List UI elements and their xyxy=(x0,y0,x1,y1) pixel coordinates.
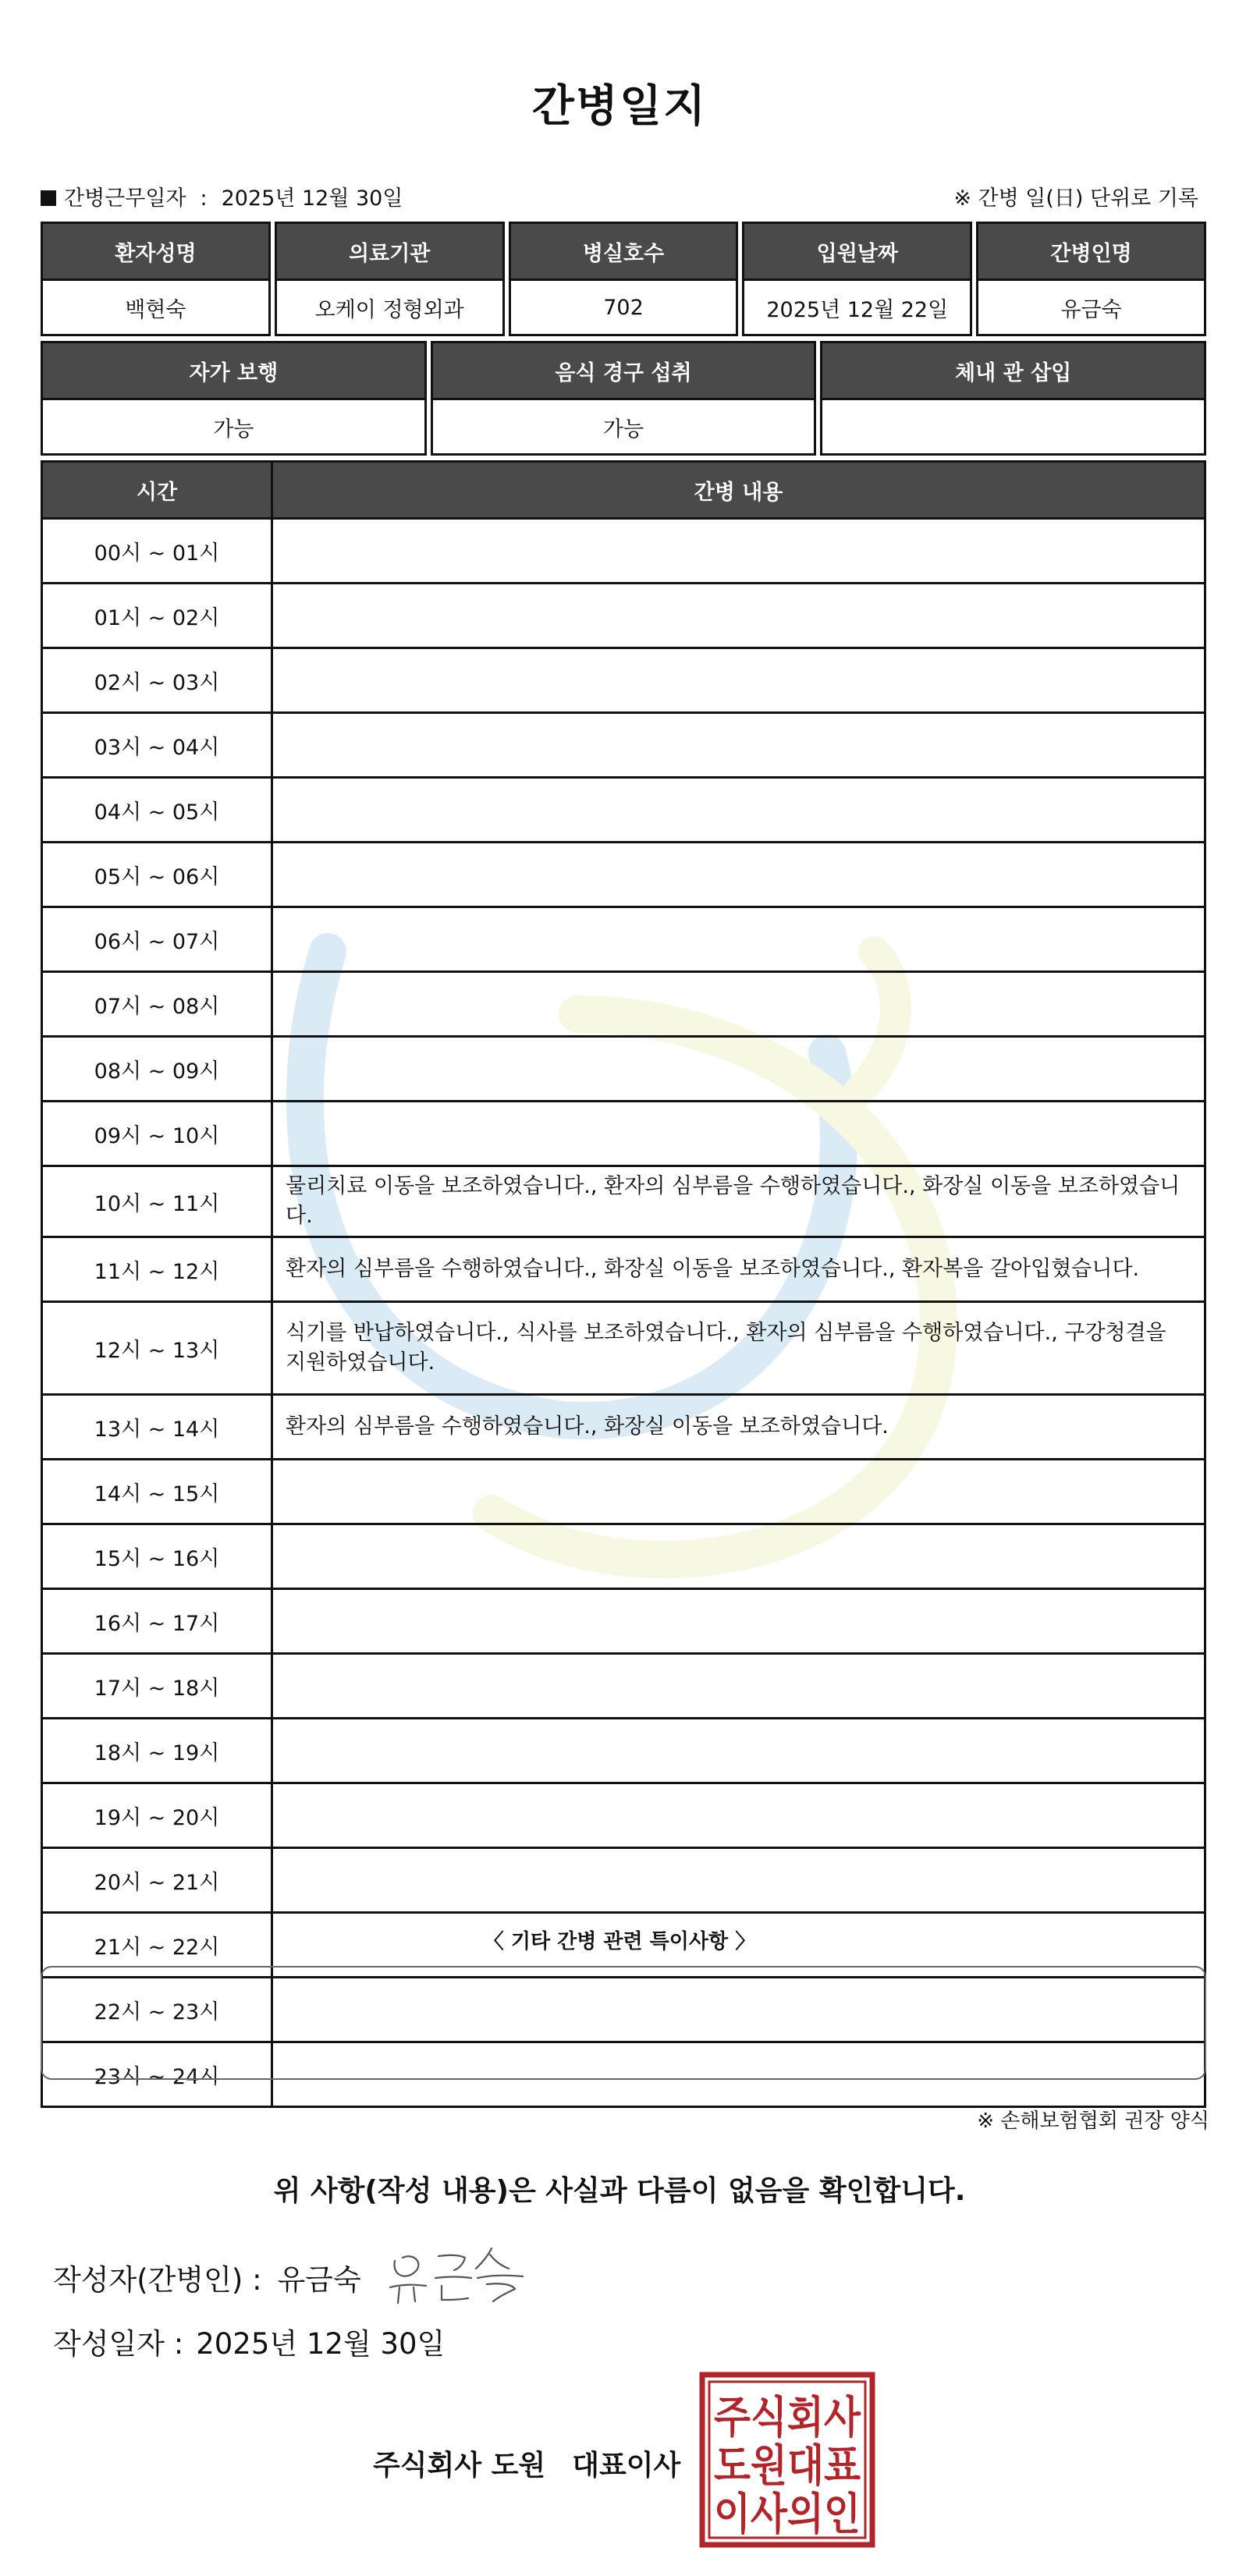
table-header-row xyxy=(42,462,1205,519)
time-cell: 03시 ~ 04시 xyxy=(42,713,272,778)
writer-label: 작성자(간병인) : xyxy=(53,2263,262,2297)
table-row xyxy=(42,648,1205,713)
table-row xyxy=(42,1783,1205,1848)
care-content-column-header: 간병 내용 xyxy=(272,462,1205,519)
time-cell: 11시 ~ 12시 xyxy=(42,1237,272,1302)
oral-intake-value: 가능 xyxy=(431,400,817,456)
care-content-cell[interactable] xyxy=(272,1719,1205,1783)
self-walking-value: 가능 xyxy=(41,400,427,456)
care-content-cell[interactable] xyxy=(272,1589,1205,1654)
time-cell: 20시 ~ 21시 xyxy=(42,1848,272,1913)
care-content-cell[interactable]: 식기를 반납하였습니다., 식사를 보조하였습니다., 환자의 심부름을 수행하였습니다., 구강청결을 지원하였습니다. xyxy=(272,1302,1205,1395)
special-notes-box[interactable] xyxy=(41,1966,1206,2080)
time-cell: 07시 ~ 08시 xyxy=(42,972,272,1037)
time-cell: 05시 ~ 06시 xyxy=(42,843,272,907)
room-number-value: 702 xyxy=(509,281,739,336)
handwritten-signature-icon xyxy=(384,2237,532,2308)
care-content-cell[interactable] xyxy=(272,972,1205,1037)
table-row xyxy=(42,907,1205,972)
patient-status-table xyxy=(37,341,1210,456)
table-header-row xyxy=(41,222,1206,281)
table-row xyxy=(42,1237,1205,1302)
table-row xyxy=(42,1395,1205,1460)
table-row xyxy=(42,519,1205,584)
time-cell: 00시 ~ 01시 xyxy=(42,519,272,584)
admission-date-header: 입원날짜 xyxy=(742,222,972,281)
time-cell: 22시 ~ 23시 xyxy=(42,1978,272,2042)
svg-text:도원대표: 도원대표 xyxy=(714,2441,861,2492)
table-row xyxy=(41,400,1206,456)
time-cell: 23시 ~ 24시 xyxy=(42,2042,272,2107)
care-content-cell[interactable]: 환자의 심부름을 수행하였습니다., 화장실 이동을 보조하였습니다. xyxy=(272,1395,1205,1460)
table-row xyxy=(42,1654,1205,1719)
representative-title: 대표이사 xyxy=(572,2450,681,2482)
work-date-line xyxy=(41,181,403,211)
time-cell: 02시 ~ 03시 xyxy=(42,648,272,713)
room-number-header: 병실호수 xyxy=(509,222,739,281)
time-column-header: 시간 xyxy=(42,462,272,519)
table-row xyxy=(42,584,1205,648)
care-content-cell[interactable] xyxy=(272,1102,1205,1166)
care-content-cell[interactable]: 물리치료 이동을 보조하였습니다., 환자의 심부름을 수행하였습니다., 화장실 이동을 보조하였습니다. xyxy=(272,1166,1205,1237)
square-bullet-icon xyxy=(41,190,56,206)
time-cell: 15시 ~ 16시 xyxy=(42,1524,272,1589)
care-content-cell[interactable]: 환자의 심부름을 수행하였습니다., 화장실 이동을 보조하였습니다., 환자복을 갈아입혔습니다. xyxy=(272,1237,1205,1302)
write-date-line xyxy=(53,2320,445,2362)
table-header-row xyxy=(41,341,1206,400)
oral-intake-header: 음식 경구 섭취 xyxy=(431,341,817,400)
care-content-cell[interactable] xyxy=(272,1654,1205,1719)
patient-name-value: 백현숙 xyxy=(41,281,271,336)
svg-text:이사의인: 이사의인 xyxy=(714,2489,861,2540)
table-row xyxy=(42,1460,1205,1524)
work-date-value: 2025년 12월 30일 xyxy=(221,186,403,211)
company-name: 주식회사 도원 xyxy=(373,2450,546,2482)
patient-name-header: 환자성명 xyxy=(41,222,271,281)
care-content-cell[interactable] xyxy=(272,584,1205,648)
care-content-cell[interactable] xyxy=(272,1848,1205,1913)
table-row xyxy=(42,1848,1205,1913)
table-row xyxy=(42,843,1205,907)
time-cell: 18시 ~ 19시 xyxy=(42,1719,272,1783)
caregiver-name-value: 유금숙 xyxy=(976,281,1206,336)
hospital-value: 오케이 정형외과 xyxy=(275,281,505,336)
time-cell: 08시 ~ 09시 xyxy=(42,1037,272,1102)
time-cell: 06시 ~ 07시 xyxy=(42,907,272,972)
writer-name: 유금숙 xyxy=(277,2263,361,2297)
company-seal-stamp-icon xyxy=(699,2372,875,2548)
tube-insertion-header: 체내 관 삽입 xyxy=(820,341,1206,400)
table-row xyxy=(42,1166,1205,1237)
table-row xyxy=(42,1589,1205,1654)
tube-insertion-value xyxy=(820,400,1206,456)
time-cell: 19시 ~ 20시 xyxy=(42,1783,272,1848)
table-row xyxy=(42,713,1205,778)
writer-line xyxy=(53,2256,361,2298)
care-content-cell[interactable] xyxy=(272,778,1205,843)
special-notes-label: 〈 기타 간병 관련 특이사항 〉 xyxy=(483,1930,756,1953)
time-cell: 14시 ~ 15시 xyxy=(42,1460,272,1524)
time-cell: 17시 ~ 18시 xyxy=(42,1654,272,1719)
work-date-label: 간병근무일자 xyxy=(64,186,186,211)
care-content-cell[interactable] xyxy=(272,843,1205,907)
time-cell: 10시 ~ 11시 xyxy=(42,1166,272,1237)
table-row xyxy=(42,778,1205,843)
care-content-cell[interactable] xyxy=(272,713,1205,778)
table-row xyxy=(42,1102,1205,1166)
care-content-cell[interactable] xyxy=(272,519,1205,584)
caregiver-name-header: 간병인명 xyxy=(976,222,1206,281)
table-row xyxy=(42,1524,1205,1589)
care-content-cell[interactable] xyxy=(272,1460,1205,1524)
care-content-cell[interactable] xyxy=(272,1037,1205,1102)
self-walking-header: 자가 보행 xyxy=(41,341,427,400)
admission-date-value: 2025년 12월 22일 xyxy=(742,281,972,336)
write-date-value: 2025년 12월 30일 xyxy=(196,2327,446,2361)
hospital-header: 의료기관 xyxy=(275,222,505,281)
company-line xyxy=(373,2443,680,2483)
care-content-cell[interactable] xyxy=(272,1783,1205,1848)
table-row xyxy=(42,1302,1205,1395)
confirmation-statement: 위 사항(작성 내용)은 사실과 다름이 없음을 확인합니다. xyxy=(273,2175,966,2207)
svg-text:주식회사: 주식회사 xyxy=(714,2393,861,2443)
write-date-label: 작성일자 : xyxy=(53,2327,184,2361)
time-cell: 21시 ~ 22시 xyxy=(42,1913,272,1978)
table-row xyxy=(42,1719,1205,1783)
time-cell: 01시 ~ 02시 xyxy=(42,584,272,648)
care-content-cell[interactable] xyxy=(272,1524,1205,1589)
patient-info-table xyxy=(37,222,1210,336)
table-row xyxy=(41,281,1206,336)
time-cell: 16시 ~ 17시 xyxy=(42,1589,272,1654)
care-content-cell[interactable] xyxy=(272,648,1205,713)
table-row xyxy=(42,972,1205,1037)
time-cell: 12시 ~ 13시 xyxy=(42,1302,272,1395)
hourly-care-log-table xyxy=(41,460,1206,2108)
document-title: 간병일지 xyxy=(531,81,708,132)
recommended-form-note: ※ 손해보험협회 권장 양식 xyxy=(977,2109,1209,2133)
work-date-separator: : xyxy=(200,186,208,211)
table-row xyxy=(42,1037,1205,1102)
record-unit-note: ※ 간병 일(日) 단위로 기록 xyxy=(953,186,1198,211)
time-cell: 13시 ~ 14시 xyxy=(42,1395,272,1460)
time-cell: 09시 ~ 10시 xyxy=(42,1102,272,1166)
care-content-cell[interactable] xyxy=(272,907,1205,972)
time-cell: 04시 ~ 05시 xyxy=(42,778,272,843)
